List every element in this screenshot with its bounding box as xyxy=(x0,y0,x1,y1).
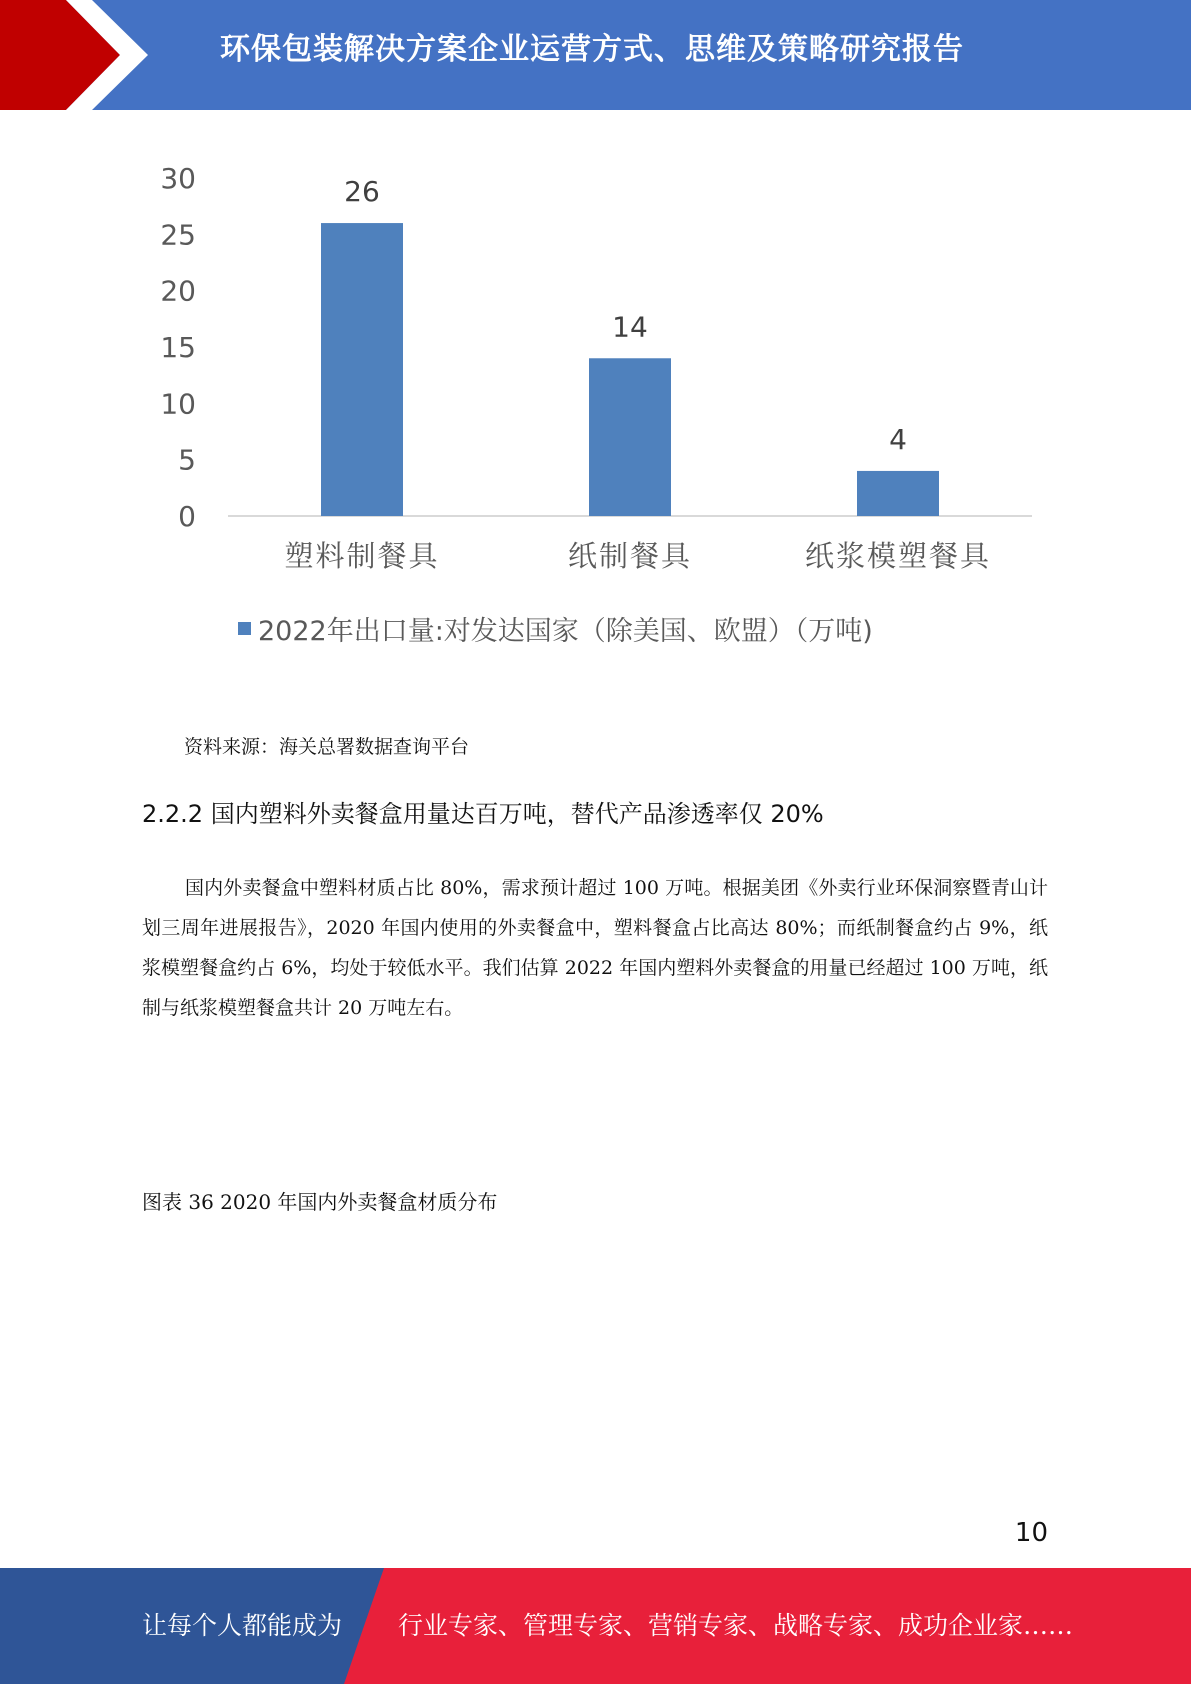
header-arrow-decoration xyxy=(0,0,160,110)
legend-swatch xyxy=(238,622,251,635)
y-tick-label: 10 xyxy=(160,387,196,421)
x-tick-label: 纸制餐具 xyxy=(567,539,693,573)
page-footer xyxy=(0,1568,1191,1684)
source-note: 资料来源：海关总署数据查询平台 xyxy=(184,736,470,758)
page-number: 10 xyxy=(1014,1518,1048,1548)
body-paragraph: 国内外卖餐盒中塑料材质占比 80%，需求预计超过 100 万吨。根据美团《外卖行业环保洞察暨青山计划三周年进展报告》，2020 年国内使用的外卖餐盒中，塑料餐盒占比高达 80%；而纸制餐盒约占 9%，纸浆模塑餐盒约占 6%，均处于较低水平。我们估算 2022 年国内塑料外卖餐盒的用量已经超过 100 万吨，纸制与纸浆模塑餐盒共计 20 万吨左右。 xyxy=(142,877,1048,1019)
y-axis-ticks xyxy=(160,162,196,533)
y-tick-label: 5 xyxy=(178,443,196,477)
legend-label: 2022年出口量:对发达国家（除美国、欧盟）（万吨) xyxy=(258,616,873,647)
bar xyxy=(589,358,671,516)
page-header xyxy=(0,0,1191,110)
bar xyxy=(857,471,939,516)
footer-expert-list: 行业专家、管理专家、营销专家、战略专家、成功企业家…… xyxy=(398,1611,1074,1640)
export-volume-bar-chart xyxy=(140,150,1040,660)
y-tick-label: 15 xyxy=(160,331,196,364)
data-label: 26 xyxy=(344,175,380,209)
x-tick-label: 塑料制餐具 xyxy=(284,539,440,573)
x-tick-label: 纸浆模塑餐具 xyxy=(804,539,992,573)
y-tick-label: 25 xyxy=(160,218,196,252)
bar xyxy=(321,223,403,516)
section-heading: 2.2.2 国内塑料外卖餐盒用量达百万吨，替代产品渗透率仅 20% xyxy=(142,800,824,828)
x-axis-category-labels xyxy=(284,539,991,573)
footer-slogan: 让每个人都能成为 xyxy=(142,1611,343,1640)
y-tick-label: 30 xyxy=(160,162,196,195)
bars xyxy=(321,223,939,516)
report-title: 环保包装解决方案企业运营方式、思维及策略研究报告 xyxy=(220,32,964,67)
figure-caption: 图表 36 2020 年国内外卖餐盒材质分布 xyxy=(142,1190,498,1214)
chart-legend xyxy=(238,616,873,647)
y-tick-label: 0 xyxy=(178,500,196,533)
y-tick-label: 20 xyxy=(160,274,196,308)
data-label: 14 xyxy=(612,310,648,344)
data-label: 4 xyxy=(889,422,907,456)
